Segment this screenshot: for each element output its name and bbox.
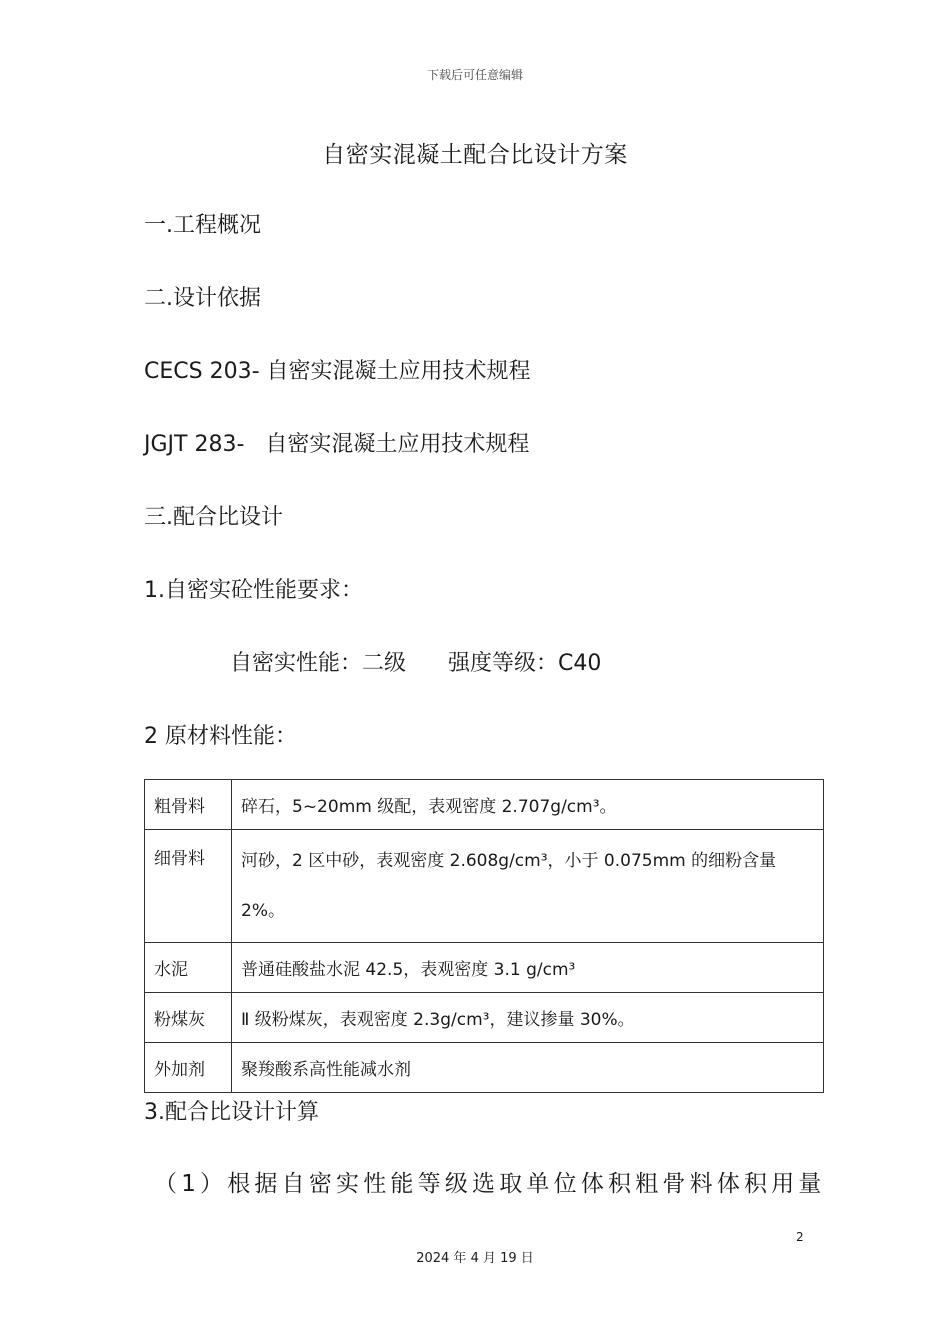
material-desc-cell: Ⅱ 级粉煤灰，表观密度 2.3g/cm³，建议掺量 30%。 <box>232 993 824 1043</box>
performance-requirements-detail: 自密实性能：二级 强度等级：C40 <box>230 651 602 676</box>
performance-requirements-heading: 1.自密实砼性能要求： <box>144 578 363 603</box>
page-header-note: 下载后可任意编辑 <box>426 68 523 82</box>
page-number: 2 <box>796 1230 804 1244</box>
material-name-cell: 外加剂 <box>145 1043 232 1093</box>
section-heading-mix-design: 三.配合比设计 <box>144 505 283 530</box>
table-row <box>145 943 824 993</box>
raw-materials-heading: 2 原材料性能： <box>144 724 297 749</box>
table-row <box>145 1043 824 1093</box>
material-name-cell: 粗骨料 <box>145 780 232 830</box>
calculation-heading: 3.配合比设计计算 <box>144 1100 319 1125</box>
reference-standard-jgjt: JGJT 283- 自密实混凝土应用技术规程 <box>144 432 530 457</box>
document-title: 自密实混凝土配合比设计方案 <box>322 142 628 168</box>
table-row <box>145 780 824 830</box>
reference-standard-cecs: CECS 203- 自密实混凝土应用技术规程 <box>144 359 531 384</box>
table-row <box>145 993 824 1043</box>
material-desc-cell: 河砂，2 区中砂，表观密度 2.608g/cm³，小于 0.075mm 的细粉含量 2%。 <box>232 830 824 943</box>
table-row <box>145 830 824 943</box>
footer-date: 2024 年 4 月 19 日 <box>416 1251 534 1266</box>
material-desc-cell: 普通硅酸盐水泥 42.5，表观密度 3.1 g/cm³ <box>232 943 824 993</box>
raw-materials-table <box>144 779 824 1093</box>
calculation-step-1: （1）根据自密实性能等级选取单位体积粗骨料体积用量 <box>154 1171 826 1197</box>
material-name-cell: 细骨料 <box>145 830 232 943</box>
material-name-cell: 粉煤灰 <box>145 993 232 1043</box>
section-heading-basis: 二.设计依据 <box>144 286 261 311</box>
material-desc-cell: 聚羧酸系高性能减水剂 <box>232 1043 824 1093</box>
material-name-cell: 水泥 <box>145 943 232 993</box>
material-desc-cell: 碎石，5~20mm 级配，表观密度 2.707g/cm³。 <box>232 780 824 830</box>
section-heading-overview: 一.工程概况 <box>144 213 261 238</box>
